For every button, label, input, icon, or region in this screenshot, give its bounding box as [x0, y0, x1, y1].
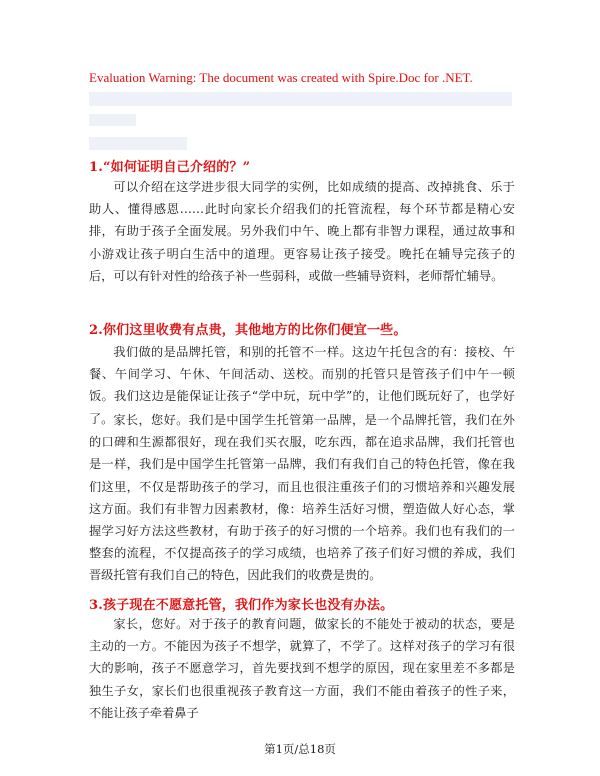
- paragraph: 可以介绍在这学进步很大同学的实例，比如成绩的提高、改掉挑食、乐于助人、懂得感恩……此时向家长介绍我们的托管流程，每个环节都是精心安排，有助于孩子全面发展。另外我们中午、晚上都有非智力课程，通过故事和小游戏让孩子明白生活中的道理。更容易让孩子接受。晚托在辅导完孩子的后，可以有针对性的给孩子补一些弱科，或做一些辅导资料，老师帮忙辅导。: [89, 180, 515, 283]
- hidden-text-placeholder: [89, 114, 136, 126]
- section-heading: 2.你们这里收费有点贵，其他地方的比你们便宜一些。: [89, 323, 407, 338]
- hidden-text-placeholder: [89, 137, 187, 150]
- section-heading: 1.“如何证明自己介绍的？”: [89, 160, 251, 175]
- hidden-text-placeholder: [89, 92, 512, 106]
- paragraph: 家长，您好。对于孩子的教育问题，做家长的不能处于被动的状态，要是主动的一方。不能因为孩子不想学，就算了，不学了。这样对孩子的学习有很大的影响，孩子不愿意学习，首先要找到不想学的原因，现在家里差不多都是独生子女，家长们也很重视孩子教育这一方面，我们不能由着孩子的性子来，不能让孩子牵着鼻子: [89, 617, 515, 720]
- page-number: 第1页/总18页: [264, 742, 336, 756]
- paragraph: 我们做的是品牌托管，和别的托管不一样。这边午托包含的有：接校、午餐、午间学习、午休、午间活动、送校。而别的托管只是管孩子们中午一顿饭。我们这边是能保证让孩子“学中玩，玩中学”的，让他们既玩好了，也学好了。: [89, 345, 515, 426]
- section-heading: 3.孩子现在不愿意托管，我们作为家长也没有办法。: [89, 598, 394, 613]
- evaluation-warning: Evaluation Warning: The document was created with Spire.Doc for .NET.: [89, 70, 473, 85]
- paragraph: 家长，您好。我们是中国学生托管第一品牌，是一个品牌托管，我们在外的口碑和生源都很好，现在我们买衣服，吃东西，都在追求品牌，我们托管也是一样，我们是中国学生托管第一品牌，我们有我们自己的特色托管，像在我们这里，不仅是帮助孩子的学习，而且也很注重孩子们的习惯培养和兴趣发展这方面。我们有非智力因素教材，像：培养生活好习惯，塑造做人好心态，掌握学习好方法这些教材，有助于孩子的好习惯的一个培养。我们也有我们的一整套的流程，不仅提高孩子的学习成绩，也培养了孩子们好习惯的养成，我们晋级托管有我们自己的特色，因此我们的收费是贵的。: [89, 413, 515, 583]
